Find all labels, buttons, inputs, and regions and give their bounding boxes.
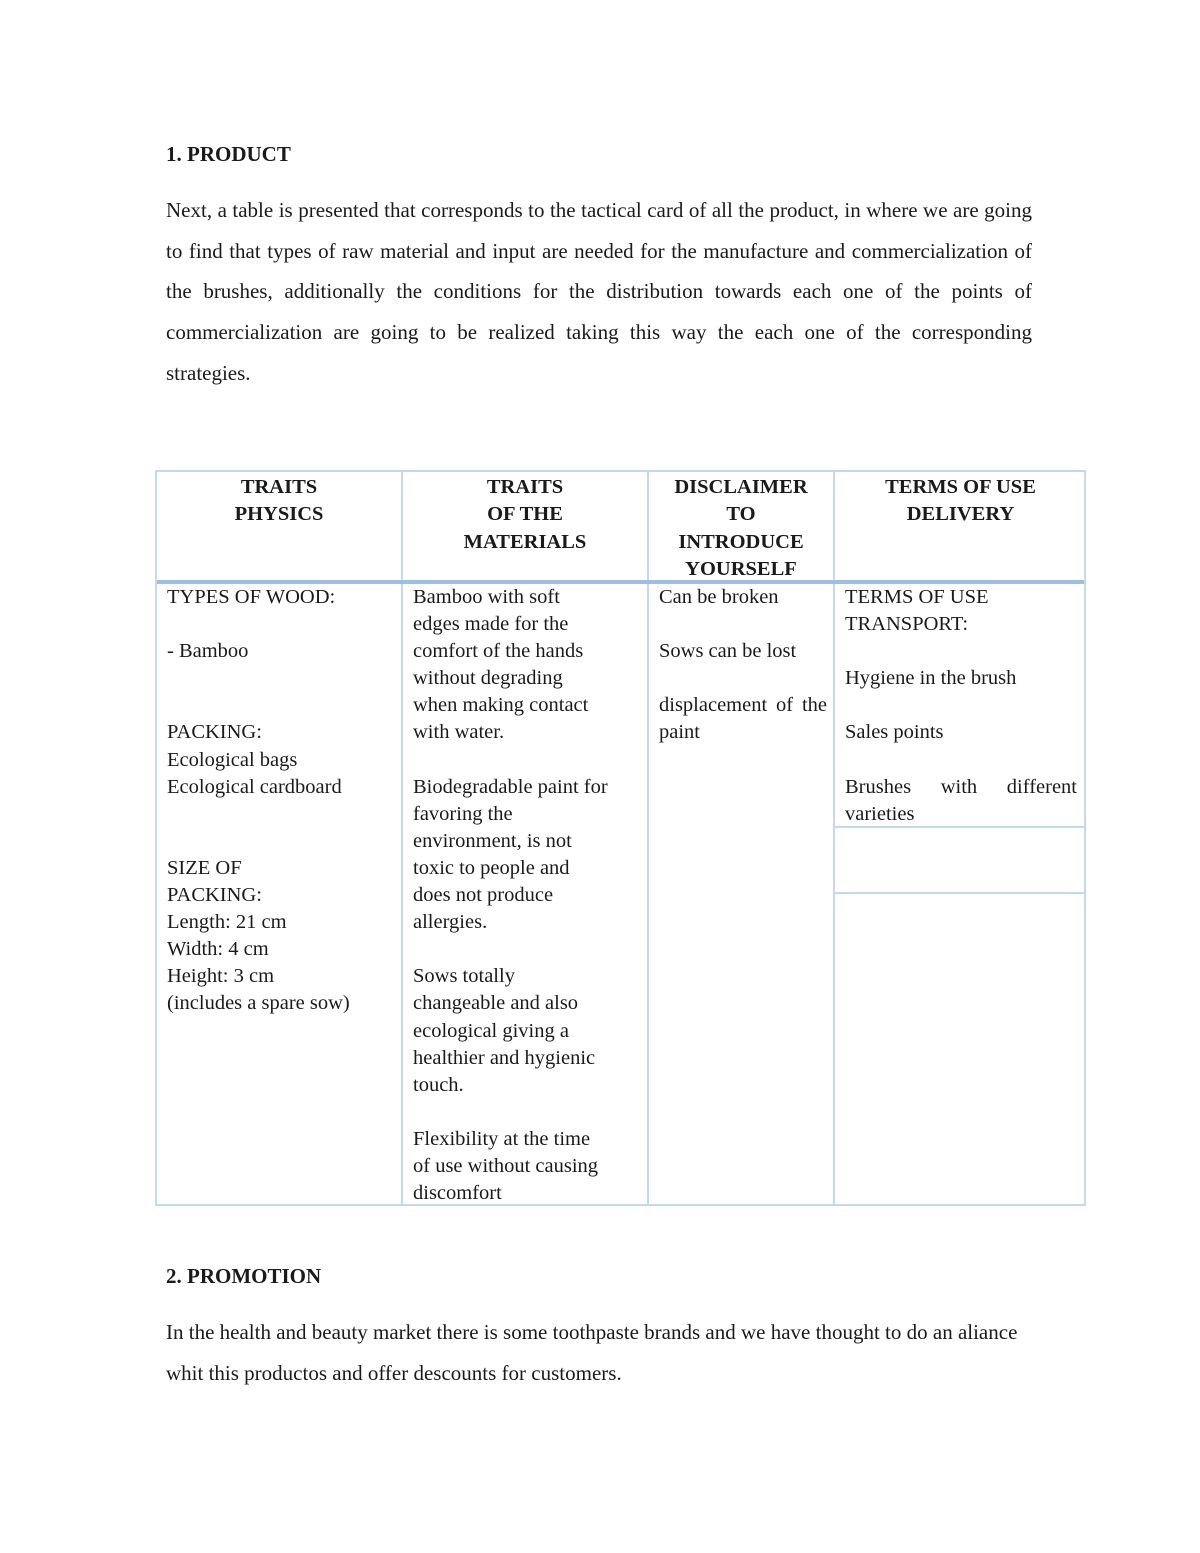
header-disclaimer: DISCLAIMER TO INTRODUCE YOURSELF: [674, 476, 808, 580]
cell-material-traits: Bamboo with soft edges made for the comfort of the hands without degrading when making contact with water. Biodegradable paint for favoring the environment, is not toxic to people and does not produce allergies. Sows totally changeable and also ecological giving a healthier and hygienic touch. Flexibility at the time of use without causing discomfort: [413, 586, 608, 1205]
header-traits-physics: TRAITS PHYSICS: [234, 476, 324, 526]
tactical-card-table: [155, 470, 1086, 1206]
section-heading-promotion: 2. PROMOTION: [166, 1264, 322, 1288]
cell-terms-delivery: TERMS OF USE TRANSPORT: Hygiene in the brush Sales points Brushes with different varieties: [845, 586, 1077, 825]
product-paragraph: Next, a table is presented that corresponds to the tactical card of all the product, in where we are going to find that types of raw material and input are needed for the manufacture and commercialization of the brushes, additionally the conditions for the distribution towards each one of the points of commercialization are going to be realized taking this way the each one of the corresponding strategies.: [166, 198, 1032, 385]
section-heading-product: 1. PRODUCT: [166, 142, 291, 166]
table-row-divider: [835, 892, 1084, 894]
header-terms-delivery: TERMS OF USE DELIVERY: [885, 476, 1036, 526]
promotion-paragraph: In the health and beauty market there is some toothpaste brands and we have thought to do an aliance whit this productos and offer descounts for customers.: [166, 1320, 1018, 1385]
header-traits-materials: TRAITS OF THE MATERIALS: [463, 476, 587, 553]
cell-disclaimer: Can be broken Sows can be lost displacement of the paint: [659, 586, 827, 744]
cell-physical-traits: TYPES OF WOOD: - Bamboo PACKING: Ecological bags Ecological cardboard SIZE OF PACKING: Length: 21 cm Width: 4 cm Height: 3 cm (includes a spare sow): [167, 586, 350, 1015]
